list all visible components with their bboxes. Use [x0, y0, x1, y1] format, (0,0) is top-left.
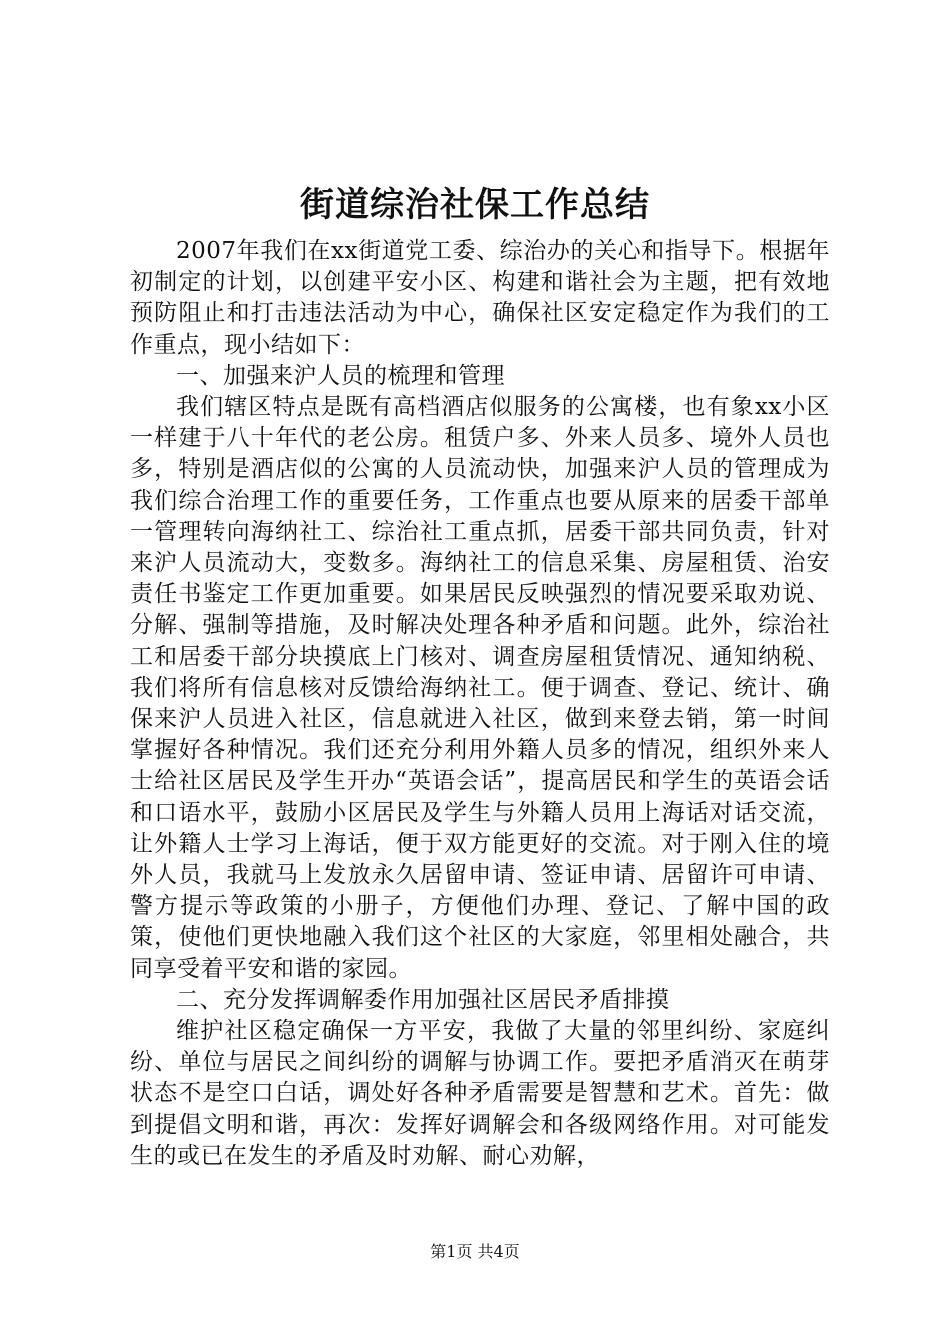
section-2-heading: 二、充分发挥调解委作用加强社区居民矛盾排摸 [176, 986, 670, 1013]
section-2-paragraph: 维护社区稳定确保一方平安，我做了大量的邻里纠纷、家庭纠纷、单位与居民之间纠纷的调解与协调工作。要把矛盾消灭在萌芽状态不是空口白话，调处好各种矛盾需要是智慧和艺术。首先：做到提倡文明和谐，再次：发挥好调解会和各级网络作用。对可能发生的或已在发生的矛盾及时劝解、耐心劝解， [130, 1018, 830, 1169]
section-1-heading: 一、加强来沪人员的梳理和管理 [176, 362, 505, 389]
section-1-paragraph: 我们辖区特点是既有高档酒店似服务的公寓楼，也有象xx小区一样建于八十年代的老公房。租赁户多、外来人员多、境外人员也多，特别是酒店似的公寓的人员流动快，加强来沪人员的管理成为我们综合治理工作的重要任务，工作重点也要从原来的居委干部单一管理转向海纳社工、综治社工重点抓，居委干部共同负责，针对来沪人员流动大，变数多。海纳社工的信息采集、房屋租赁、治安责任书鉴定工作更加重要。如果居民反映强烈的情况要采取劝说、分解、强制等措施，及时解决处理各种矛盾和问题。此外，综治社工和居委干部分块摸底上门核对、调查房屋租赁情况、通知纳税、我们将所有信息核对反馈给海纳社工。便于调查、登记、统计、确保来沪人员进入社区，信息就进入社区，做到来登去销，第一时间掌握好各种情况。我们还充分利用外籍人员多的情况，组织外来人士给社区居民及学生开办“英语会话”，提高居民和学生的英语会话和口语水平，鼓励小区居民及学生与外籍人员用上海话对话交流，让外籍人士学习上海话，便于双方能更好的交流。对于刚入住的境外人员，我就马上发放永久居留申请、签证申请、居留许可申请、警方提示等政策的小册子，方便他们办理、登记、了解中国的政策，使他们更快地融入我们这个社区的大家庭，邻里相处融合，共同享受着平安和谐的家园。 [130, 394, 830, 982]
intro-paragraph: 2007年我们在xx街道党工委、综治办的关心和指导下。根据年初制定的计划，以创建平安小区、构建和谐社会为主题，把有效地预防阻止和打击违法活动为中心，确保社区安定稳定作为我们的工作重点，现小结如下： [130, 238, 830, 358]
page-number-footer: 第1页 共4页 [430, 1242, 520, 1261]
document-title: 街道综治社保工作总结 [300, 185, 650, 225]
document-body [130, 236, 830, 1172]
